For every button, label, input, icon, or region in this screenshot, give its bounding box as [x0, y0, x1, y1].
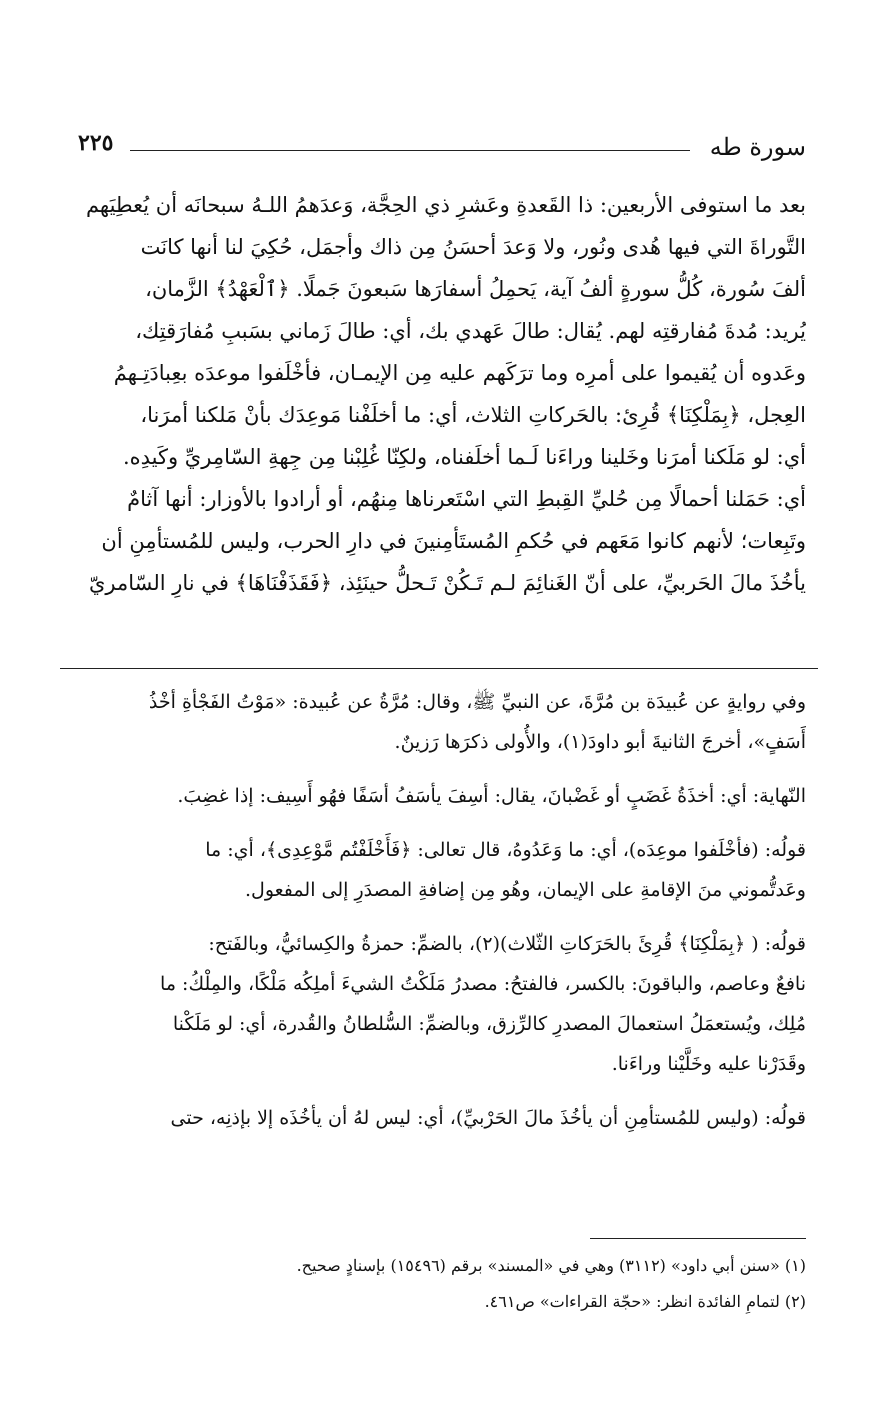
commentary-line: قولُه: (وليس للمُستأمِنِ أن يأخُذَ مالَ الحَرْبيِّ)، أي: ليس لهُ أن يأخُذَه إلا بإذنِه، حتى: [170, 1107, 806, 1129]
commentary-line: مُلِك، ويُستعمَلُ استعمالَ المصدرِ كالرِّزق، وبالضمِّ: السُّلطانُ والقُدرة، أي: لو مَلَكْنا: [172, 1013, 806, 1035]
commentary-paragraph: [78, 1098, 806, 1138]
main-text-line: وعَدوه أن يُقيموا على أمرِه وما ترَكَهم عليه مِن الإيمـان، فأخْلَفوا موعدَه بعِبادَتِـهمُ: [113, 361, 806, 385]
surah-title: سورة طه: [709, 133, 806, 161]
commentary-line: قولُه: ( ﴿بِمَلْكِنَا﴾ قُرِئَ بالحَرَكاتِ الثّلاث)(٢)، بالضمِّ: حمزةُ والكِسائيُّ، وبالفَتح:: [208, 933, 806, 955]
commentary-line: أَسَفٍ»، أخرجَ الثانيةَ أبو داودَ(١)، والأُولى ذكرَها رَزينٌ.: [394, 731, 806, 753]
main-text-line: وتَبِعات؛ لأنهم كانوا مَعَهم في حُكمِ المُستَأمِنينَ في دارِ الحرب، وليس للمُستأمِنِ أن: [101, 529, 806, 553]
commentary-line: وفي روايةٍ عن عُبيدَة بن مُرَّةَ، عن النبيِّ ﷺ، وقال: مُرَّةُ عن عُبيدة: «مَوْتُ الفَجْأةِ أخْذُ: [148, 691, 806, 713]
commentary-line: قولُه: (فأخْلَفوا موعِدَه)، أي: ما وَعَدُوهُ، قال تعالى: ﴿فَأَخْلَفْتُم مَّوْعِدِى﴾، أي: ما: [205, 839, 806, 861]
footnotes: [78, 1248, 806, 1320]
main-text-line: أي: حَمَلنا أحمالًا مِن حُليِّ القِبطِ التي اسْتَعرناها مِنهُم، أو أرادوا بالأوزار: أنها آثامٌ: [127, 487, 806, 511]
commentary-paragraph: [78, 924, 806, 1084]
commentary-line: النّهاية: أي: أخذَةُ غَضَبٍ أو غَضْبانَ، يقال: أسِفَ يأسَفُ أسَفًا فهُو أَسِيف: إذا غضِبَ.: [177, 785, 806, 807]
commentary-line: وقَدَرْنا عليه وخَلَّيْنا وراءَنا.: [611, 1053, 806, 1075]
footnote: (٢) لتمامِ الفائدة انظر: «حجّة القراءات» ص٤٦١.: [484, 1292, 806, 1311]
main-text-line: بعد ما استوفى الأربعين: ذا القَعدةِ وعَشرِ ذي الحِجَّة، وَعدَهمُ اللـهُ سبحانَه أن يُعطِيَهم: [85, 193, 806, 217]
page-header: [78, 128, 806, 168]
main-text-line: التَّوراةَ التي فيها هُدى ونُور، ولا وَعدَ أحسَنُ مِن ذاك وأجمَل، حُكِيَ لنا أنها كانَت: [140, 235, 806, 259]
main-text-line: العِجل، ﴿بِمَلْكِنَا﴾ قُرِئ: بالحَركاتِ الثلاث، أي: ما أخلَفْنا مَوعِدَك بأنْ مَلكنا أمرَنا،: [140, 403, 806, 427]
footnote-divider: [590, 1238, 806, 1239]
commentary-line: نافعٌ وعاصم، والباقونَ: بالكسر، فالفتحُ: مصدرُ مَلَكْتُ الشيءَ أملِكُه مَلْكًا، والمِلْكُ: ما: [160, 973, 806, 995]
main-text: [78, 184, 806, 604]
main-text-line: يُريد: مُدةَ مُفارقتِه لهم. يُقال: طالَ عَهدي بك، أي: طالَ زَماني بسَببِ مُفارَقتِك،: [135, 319, 806, 343]
commentary-paragraph: [78, 776, 806, 816]
commentary-paragraph: [78, 830, 806, 910]
commentary-line: وعَدتُّموني منَ الإقامةِ على الإيمان، وهُو مِن إضافةِ المصدَرِ إلى المفعول.: [244, 879, 806, 901]
main-text-line: ألفَ سُورة، كُلُّ سورةٍ ألفُ آية، يَحمِلُ أسفارَها سَبعونَ جَملًا. ﴿ٱلْعَهْدُ﴾ الزَّمان،: [145, 277, 806, 301]
main-text-line: يأخُذَ مالَ الحَربيِّ، على أنّ الغَنائِمَ لـم تَـكُنْ تَـحلُّ حينَئِذ، ﴿فَقَذَفْنَاهَا﴾ في نارِ السّامريّ: [88, 571, 806, 595]
footnote: (١) «سنن أبي داود» (٣١١٢) وهي في «المسند» برقم (١٥٤٩٦) بإسنادٍ صحيح.: [296, 1256, 806, 1275]
section-divider: [60, 668, 818, 669]
commentary: [78, 682, 806, 1152]
page-number: ٢٢٥: [78, 130, 114, 156]
main-text-line: أي: لو مَلَكنا أمرَنا وخَلينا وراءَنا لَـما أخلَفناه، ولكِنّا غُلِبْنا مِن جِهةِ السّامِريِّ وكَيدِه.: [122, 445, 806, 469]
header-rule: [130, 150, 690, 151]
commentary-paragraph: [78, 682, 806, 762]
